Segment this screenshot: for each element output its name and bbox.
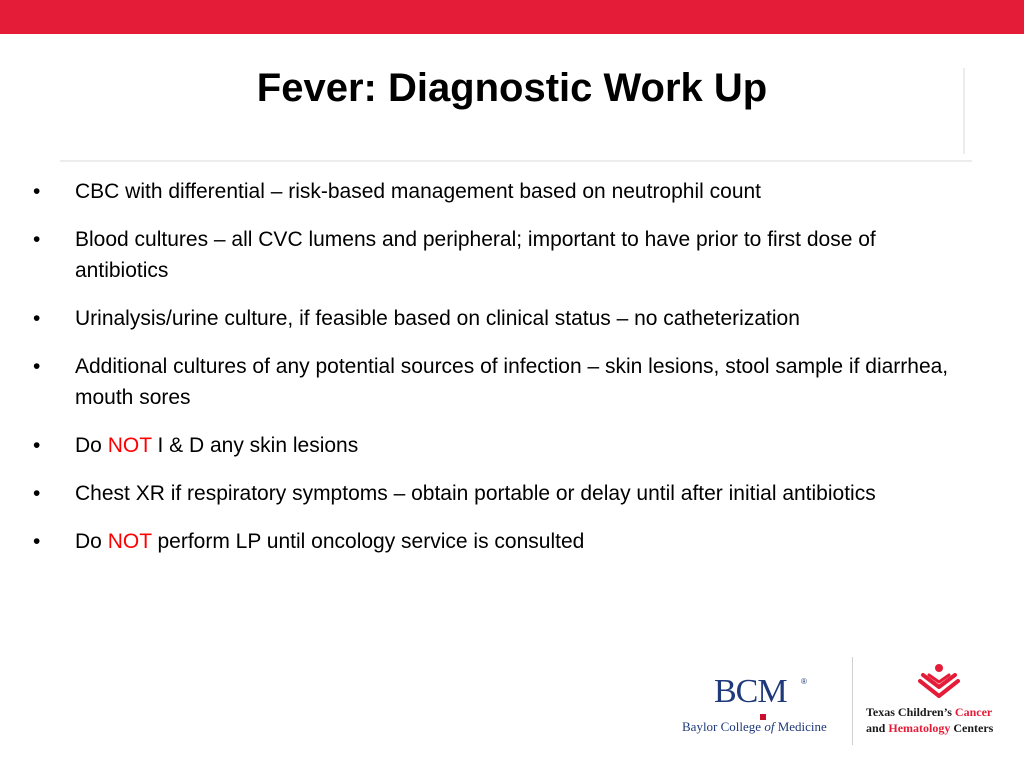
bcm-logo-wordmark: BCM (714, 673, 787, 710)
bullet-marker: • (33, 228, 41, 251)
bullet-item (30, 351, 950, 413)
heart-hands-icon (918, 663, 960, 701)
bullet-text: Urinalysis/urine culture, if feasible based on clinical status – no catheterization (75, 307, 800, 330)
bullet-emphasis: NOT (107, 530, 152, 553)
slide-title: Fever: Diagnostic Work Up (256, 66, 768, 110)
tch-text: and (866, 721, 889, 735)
bullet-marker: • (33, 434, 41, 457)
bullet-text-prefix: Do (75, 530, 108, 553)
tch-text: Centers (950, 721, 994, 735)
bullet-text-suffix: I & D any skin lesions (151, 434, 359, 457)
bullet-item (30, 176, 950, 207)
bullet-text: Chest XR if respiratory symptoms – obtain portable or delay until after initial antibiotics (75, 482, 876, 505)
title-divider (60, 160, 972, 162)
bcm-name-of: of (764, 719, 775, 734)
bullet-item (30, 303, 950, 334)
tch-text-highlight: Hematology (888, 721, 951, 735)
bullet-item (30, 430, 950, 461)
bullet-text: CBC with differential – risk-based management based on neutrophil count (75, 180, 762, 203)
bcm-name-part: Medicine (774, 719, 827, 734)
bullet-emphasis: NOT (107, 434, 152, 457)
bullet-marker: • (33, 355, 41, 378)
tch-logo-line-2 (866, 721, 993, 736)
bullet-list (30, 176, 950, 574)
bcm-registered-mark: ® (801, 677, 807, 686)
logo-divider (852, 657, 853, 745)
bullet-text: Additional cultures of any potential sources of infection – skin lesions, stool sample if diarrhea, mouth sores (75, 355, 949, 409)
title-vertical-divider (963, 68, 965, 154)
bullet-item (30, 478, 950, 509)
bullet-text-suffix: perform LP until oncology service is consulted (151, 530, 585, 553)
tch-text-highlight: Cancer (954, 705, 993, 719)
top-accent-bar (0, 0, 1024, 34)
bullet-marker: • (33, 180, 41, 203)
bullet-item (30, 526, 950, 557)
tch-text: Texas Children’s (866, 705, 955, 719)
bullet-text: Blood cultures – all CVC lumens and peripheral; important to have prior to first dose of antibiotics (75, 228, 876, 282)
bullet-marker: • (33, 482, 41, 505)
bcm-logo-name (682, 719, 827, 735)
bullet-marker: • (33, 307, 41, 330)
tch-logo-line-1 (866, 705, 992, 720)
footer-logos (670, 655, 1024, 755)
bcm-name-part: Baylor College (682, 719, 765, 734)
bullet-marker: • (33, 530, 41, 553)
bullet-text-prefix: Do (75, 434, 108, 457)
bullet-item (30, 224, 950, 286)
